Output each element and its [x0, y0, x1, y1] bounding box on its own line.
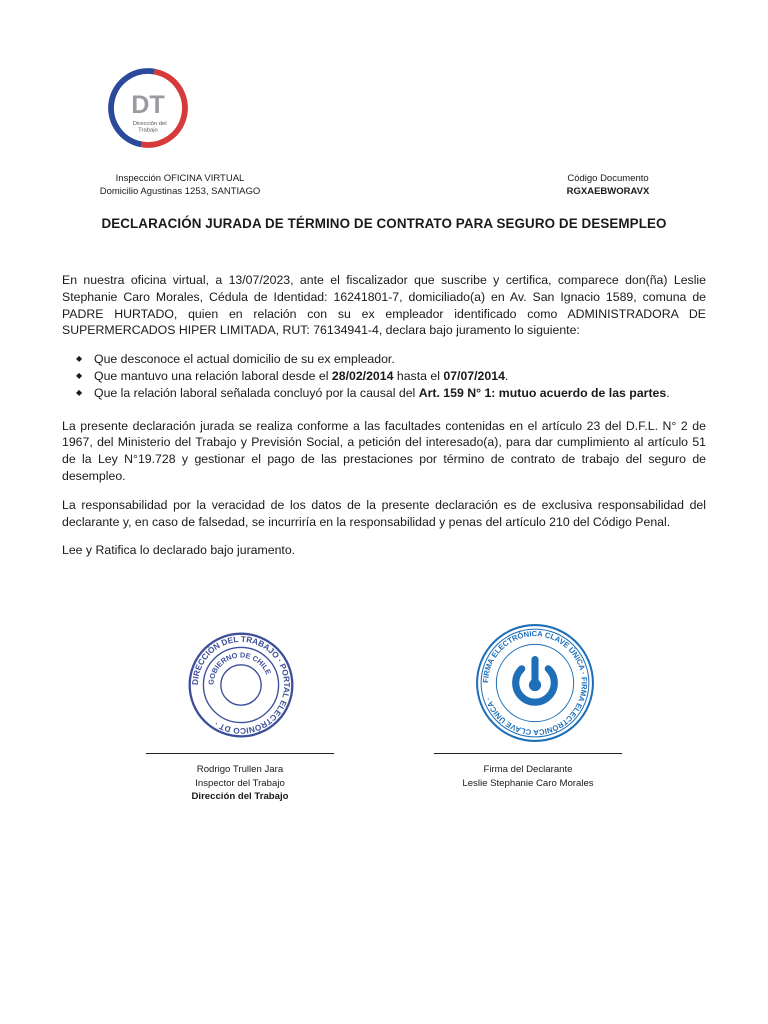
ratification-paragraph: Lee y Ratifica lo declarado bajo juramento. [62, 543, 296, 558]
document-code-block [508, 172, 708, 198]
inspector-role: Inspector del Trabajo [195, 777, 285, 789]
signature-line-inspector [146, 753, 334, 754]
bullet-icon: ◆ [76, 354, 83, 364]
dt-stamp-seal [186, 630, 296, 740]
bullet-text: hasta el [393, 368, 444, 383]
start-date: 28/02/2014 [331, 368, 394, 383]
bullet-icon: ◆ [76, 387, 83, 397]
office-header [40, 172, 320, 198]
svg-text:FIRMA ELECTRÓNICA CLAVE ÚNICA: FIRMA ELECTRÓNICA CLAVE ÚNICA · FIRMA ELECTRÓNICA CLAVE ÚNICA · [481, 629, 589, 737]
list-item: ◆ Que la relación laboral señalada concluyó por la causal del Art. 159 N° 1: mutuo acuerdo de las partes. [76, 385, 670, 400]
document-body [62, 272, 706, 571]
bullet-text: Que desconoce el actual domicilio de su ex empleador. [94, 352, 395, 367]
signature-line-declarant [434, 753, 622, 754]
dt-logo [106, 66, 190, 150]
bullet-text: Que mantuvo una relación laboral desde el [94, 368, 332, 383]
termination-causal: Art. 159 N° 1: mutuo acuerdo de las partes [418, 385, 667, 400]
logo-line2: Trabajo [138, 127, 158, 134]
logo-line1: Dirección del [132, 120, 167, 127]
office-name: Inspección OFICINA VIRTUAL [115, 173, 245, 184]
logo-letters: DT [131, 91, 165, 120]
responsibility-paragraph: La responsabilidad por la veracidad de los datos de la presente declaración es de exclusiva responsabilidad del declarante y, en caso de falsedad, se incurriría en la responsabilidad y penas del artículo 210 del Código Penal. [62, 497, 706, 529]
legal-basis-paragraph: La presente declaración jurada se realiza conforme a las facultades contenidas en el artículo 23 del D.F.L. N° 2 de 1967, del Ministerio del Trabajo y Previsión Social, a petición del interesado(a), para dar cumplimiento al artículo 51 de la Ley N°19.728 y gestionar el pago de las prestaciones por término de contrato de trabajo del seguro de desempleo. [62, 418, 706, 483]
bullet-icon: ◆ [76, 370, 83, 380]
declarant-label: Firma del Declarante [483, 764, 573, 775]
svg-text:DIRECCIÓN DEL TRABAJO · PORTAL: DIRECCIÓN DEL TRABAJO · PORTAL ELECTRÓNICO DT · [190, 634, 292, 736]
bullet-text: Que la relación laboral señalada concluyó por la causal del [94, 385, 419, 400]
power-icon [516, 660, 555, 703]
inspector-name: Rodrigo Trullen Jara [196, 764, 284, 775]
office-address: Domicilio Agustinas 1253, SANTIAGO [99, 186, 261, 197]
declarant-signature-block [428, 763, 628, 790]
intro-paragraph: En nuestra oficina virtual, a 13/07/2023, ante el fiscalizador que suscribe y certifica, comparece don(ña) Leslie Stephanie Caro Morales, Cédula de Identidad: 16241801-7, domiciliado(a) en Av. San Ignacio 1589, comuna de PADRE HURTADO, quien en relación con su ex empleador identificado como ADMINISTRADORA DE SUPERMERCADOS HIPER LIMITADA, RUT: 76134941-4, declara bajo juramento lo siguiente: [62, 273, 706, 338]
declaration-list [62, 351, 706, 401]
declarant-name: Leslie Stephanie Caro Morales [462, 777, 594, 789]
document-code-value: RGXAEBWORAVX [566, 186, 650, 197]
list-item: ◆ Que mantuvo una relación laboral desde el 28/02/2014 hasta el 07/07/2014. [76, 368, 509, 383]
list-item [76, 351, 706, 368]
svg-text:GOBIERNO DE CHILE: GOBIERNO DE CHILE [206, 650, 274, 686]
document-title: DECLARACIÓN JURADA DE TÉRMINO DE CONTRATO PARA SEGURO DE DESEMPLEO [101, 216, 667, 231]
inspector-signature-block [140, 763, 340, 804]
inspector-organization: Dirección del Trabajo [191, 791, 289, 802]
document-code-label: Código Documento [567, 173, 649, 184]
clave-unica-seal [474, 622, 596, 744]
end-date: 07/07/2014 [443, 368, 505, 383]
